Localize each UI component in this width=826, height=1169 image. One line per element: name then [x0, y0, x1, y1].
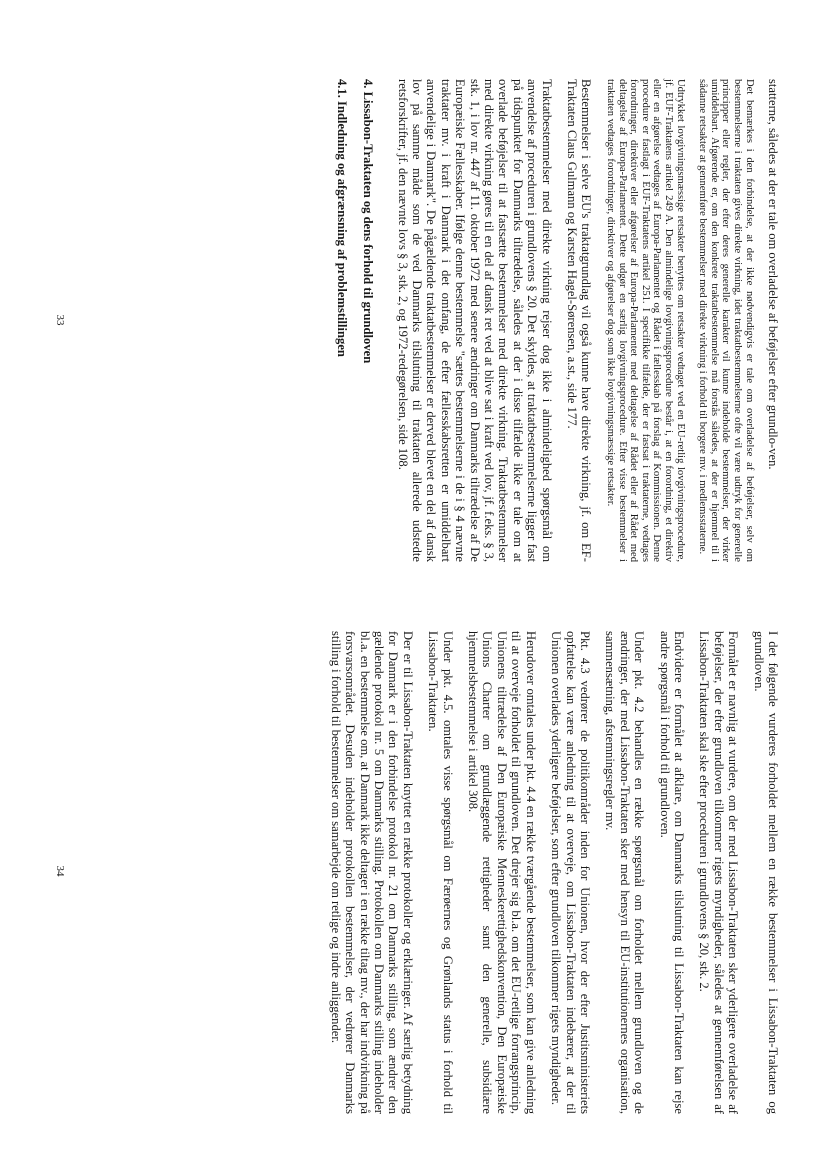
left-page: [100, 79, 780, 562]
right-paragraph-3: Endvidere er formålet at afklare, om Danmarks tilslutning til Lissabon-Traktaten kan rejse andre spørgsmål i forhold til grundloven.: [657, 631, 686, 1114]
right-paragraph-7: Under pkt. 4.5. omtales visse spørgsmål om Færøernes og Grønlands status i forhold til Lissabon-Traktaten.: [426, 631, 455, 1114]
right-paragraph-5: Pkt. 4.3 vedrører de politikområder inden for Unionen, hvor der efter Justitsministeriets opfattelse kan være anledning til at overveje, om Lissabon-Traktaten indebærer, at der til Unionen overlades yderligere beføjelser, som efter grundloven tilkommer rigets myndigheder.: [549, 631, 592, 1114]
footnote-paragraph-2: Udtrykket lovgivningsmæssige retsakter benyttes om retsakter vedtaget ved en EU-retlig lovgivningsprocedure, jf. EUF-Traktatens artikel 249 A. Den almindelige lovgivningsprocedure består i, at en forordning, et direktiv eller en afgørelse vedtages af Europa-Parlamentet og Rådet i fællesskab på forslag af Kommissionen. Denne procedure er fastlagt i EUF-Traktatens artikel 251. I specifikke tilfælde, der er fastsat i traktaterne, vedtages forordninger, direktiver eller afgørelser af Europa-Parlamentet med deltagelse af Rådet eller af Rådet med deltagelse af Europa-Parlamentet. Dette udgør en særlig lovgivningsprocedure. Efter visse bestemmelser i traktaten vedtages forordninger, direktiver og afgørelser dog som ikke lovgivningsmæssige retsakter.: [605, 79, 686, 562]
footnote-paragraph-1: Det bemærkes i den forbindelse, at der ikke nødvendigvis er tale om overladelse af beføjelser, selv om bestemmelserne i traktaten gives direkte virkning, idet traktatbestemmelserne ofte vil være udtryk for generelle principper eller regler, der efter deres generelle karakter vil kunne indeholde bestemmelser, der virker umiddelbart. Afgørende er, om den konkrete traktatbestemmelse må forstås således, at der er hjemmel til i sådanne retsakter at gennemføre bestemmelser med direkte virkning i forhold til borgere mv. i medlemsstaterne.: [697, 79, 755, 562]
right-paragraph-8: Der er til Lissabon-Traktaten knyttet en række protokoller og erklæringer. Af særlig betydning for Danmark er i den forbindelse protokol nr. 21 om Danmarks stilling, som ændrer den gældende protokol nr. 5 om Danmarks stilling. Protokollen om Danmarks stilling indeholder bl.a. en bestemmelse om, at Danmark ikke deltager i en række tiltag mv., der har indvirkning på forsvarsområdet. Desuden indeholder protokollen bestemmelser, der vedrører Danmarks stilling i forhold til bestemmelser om samarbejde om retlige og indre anliggender.: [328, 631, 415, 1114]
right-page: [100, 631, 780, 1114]
left-paragraph-4: Bestemmelser i selve EU's traktatgrundlag vil også kunne have direkte virkning, jf. om EF-Traktaten Claus Gulmann og Karsten Hagel-Sørensen, a.st., side 177.: [565, 79, 594, 562]
right-paragraph-1: I det følgende vurderes forholdet mellem en række bestemmelser i Lissabon-Traktaten og grundloven.: [751, 631, 780, 1114]
left-paragraph-5: Traktatbestemmelser med direkte virkning rejser dog ikke i almindelighed spørgsmål om anvendelse af proceduren i grundlovens § 20. Det skyldes, at traktatbestemmelserne ligger fast på tidspunktet for Danmarks tiltrædelse, således at der i disse tilfælde ikke er tale om at overlade beføjelser til at fastsætte bestemmelser med direkte virkning. Traktatbestemmelser med direkte virkning gøres til en del af dansk ret ved at blive sat i kraft ved lov, jf. f.eks. § 3, stk. 1, i lov nr. 447 af 11. oktober 1972 med senere ændringer om Danmarks tiltrædelse af De Europæiske Fællesskaber. Ifølge denne bestemmelse "sættes bestemmelserne i de i § 4 nævnte traktater mv. i kraft i Danmark i det omfang, de efter fællesskabsretten er umiddelbart anvendelige i Danmark". De pågældende traktatbestemmelser er derved blevet en del af dansk lov på samme måde som de ved Danmarks tilslutning til traktaten allerede udstedte retsforskrifter, jf. den nævnte lovs § 3, stk. 2, og 1972-redegørelsen, side 108.: [395, 79, 554, 562]
right-paragraph-6: Herudover omtales under pkt. 4.4 en række tværgående bestemmelser, som kan give anledning til at overveje forholdet til grundloven. Det drejer sig bl.a. om det EU-retlige forrangsprincip, Unionens tiltrædelse af Den Europæiske Menneskerettighedskonvention, Den Europæiske Unions Charter om grundlæggende rettigheder samt den generelle, subsidiære hjemmelsbestemmelse i artikel 308.: [466, 631, 538, 1114]
right-paragraph-4: Under pkt. 4.2 behandles en række spørgsmål om forholdet mellem grundloven og de ændringer, der med Lissabon-Traktaten sker med hensyn til EU-institutionernes organisation, sammensætning, afstemningsregler mv.: [603, 631, 647, 1114]
page-number-right: 34: [54, 865, 66, 877]
right-paragraph-2: Formålet er navnlig at vurdere, om der med Lissabon-Traktaten sker yderligere overladelse af beføjelser, der efter grundloven tilkommer rigets myndigheder, således at gennemførelsen af Lissabon-Traktaten skal ske efter proceduren i grundlovens § 20, stk. 2.: [697, 631, 741, 1114]
section-heading-4: 4. Lissabon-Traktaten og dens forhold til grundloven: [361, 79, 376, 364]
page-number-left: 33: [54, 314, 66, 326]
section-heading-4-1: 4.1. Indledning og afgrænsning af problemstillingen: [334, 79, 349, 357]
left-paragraph-1: statterne, således at der er tale om overladelse af beføjelser efter grundlo-ven.: [766, 79, 780, 470]
